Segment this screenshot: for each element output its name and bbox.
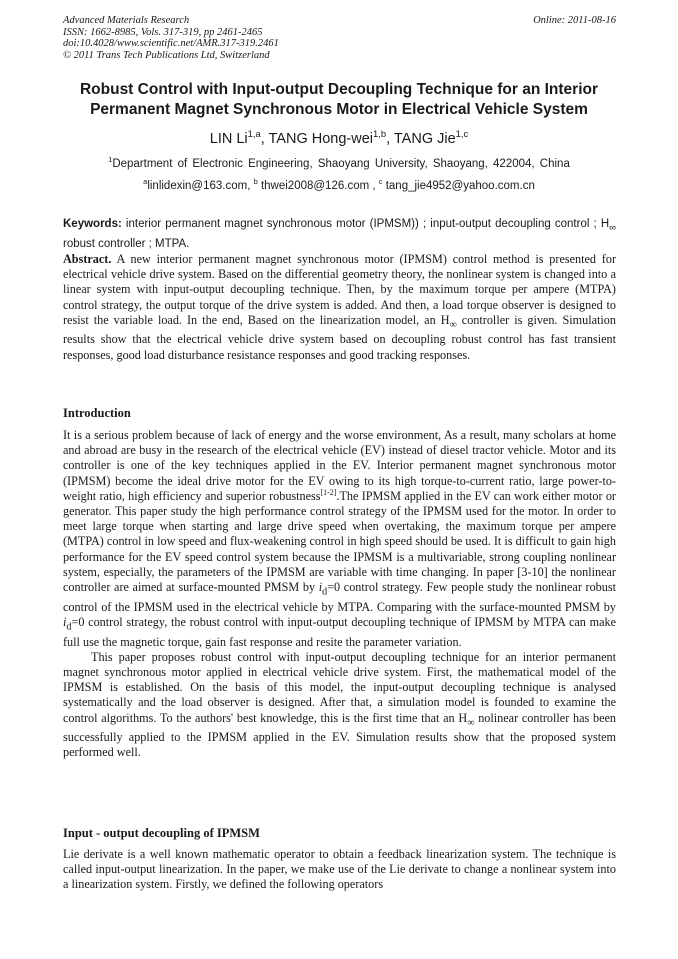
author-sup: 1,b — [373, 128, 387, 140]
id-subscript: d — [66, 621, 72, 633]
email-list: $^a$linlidexin@163.com, $^b$ thwei2008@126.com , $^c$ tang_jie4952@yahoo.com.cn — [143, 177, 535, 192]
paper-title: Robust Control with Input-output Decoupling Technique for an Interior Permanent Magnet Synchronous Motor in Electrical Vehicle System — [79, 81, 599, 118]
id-variable: i — [63, 614, 67, 629]
email-address: tang_jie4952@yahoo.com.cn — [385, 180, 535, 192]
id-subscript: d — [322, 586, 328, 598]
introduction-body — [63, 428, 616, 761]
author-sup: 1,c — [455, 128, 469, 140]
infinity-subscript: ∞ — [609, 222, 616, 234]
affiliation-text: Department of Electronic Engineering, Shaoyang University, Shaoyang, 422004, China — [112, 158, 570, 170]
intro-p2-text-b: nolinear controller has been successfully applied to the IPMSM applied in the EV. Simulation results show that the proposed system performed well. — [63, 710, 616, 760]
intro-p1-text-a: It is a serious problem because of lack of energy and the worse environment, As a result, many scholars at home and abroad are busy in the research of the electrical vehicle (EV) instead of diesel tractor vehicle. Motor and its controller is one of the key techniques applied in the EV. Interior permanent magnet synchronous motor (IPMSM) become the ideal drive motor for the EV owing to its high torque-to-current ratio, large power-to-weight ratio, high efficiency and superior robustness — [63, 428, 616, 503]
email-sup: a — [143, 177, 148, 187]
copyright-line: © 2011 Trans Tech Publications Ltd, Switzerland — [63, 49, 270, 61]
intro-paragraph-2 — [63, 650, 616, 761]
intro-paragraph-1 — [63, 428, 616, 650]
intro-p1-text-d: =0 control strategy, the robust control with input-output decoupling technique of IPMSM by MTPA can make full use the magnetic torque, gain fast response and resite the parameter variation. — [63, 614, 616, 649]
intro-p1-text-b: .The IPMSM applied in the EV can work either motor or generator. This paper study the high performance control strategy of the IPMSM used for the motor. In order to meet large torque when starting and large drive speed when overtaking, the maximum torque per ampere (MTPA) control in low speed and flux-weakening control in high speed should be used. It is difficult to gain high performance for the EV speed control system because the IPMSM is a multivariable, strong coupling nonlinear system, especially, the parameters of the IPMSM are variable with time changing. In paper [3-10] the nonlinear controller are aimed at surface-mounted PMSM by — [63, 488, 616, 595]
section-heading-decoupling: Input - output decoupling of IPMSM — [63, 826, 260, 840]
online-date: Online: 2011-08-16 — [533, 15, 616, 26]
issn-line: ISSN: 1662-8985, Vols. 317-319, pp 2461-2465 — [63, 26, 263, 38]
abstract-label: Abstract. — [63, 252, 112, 266]
abstract-text-1: A new interior permanent magnet synchronous motor (IPMSM) control method is presented for electrical vehicle drive system. Based on the differential geometry theory, the nonlinear system is changed into a linear system with input-output decoupling technique. Then, by the maximum torque per ampere (MTPA) control strategy, the output torque of the drive system is added. And then, a load torque observer is designed to resist the variable load. In the end, Based on the linearization model, an H — [63, 252, 617, 327]
author-name: TANG Jie — [393, 131, 456, 147]
journal-header — [63, 15, 616, 61]
intro-p1-text-c: =0 control strategy. Few people study the nonlinear robust control of the IPMSM used in the electrical vehicle by MTPA. Comparing with the surface-mounted PMSM by — [63, 580, 617, 614]
email-address: thwei2008@126.com — [260, 180, 370, 192]
author-name: LIN Li — [209, 131, 248, 147]
journal-name: Advanced Materials Research — [63, 15, 190, 26]
introduction-heading: Introduction — [63, 406, 131, 420]
doi-line: doi:10.4028/www.scientific.net/AMR.317-319.2461 — [63, 38, 279, 49]
infinity-subscript: ∞ — [449, 319, 457, 331]
abstract — [63, 252, 616, 363]
reference-citation: [1-2] — [320, 487, 337, 497]
id-variable: i — [318, 580, 323, 595]
keywords — [63, 216, 616, 252]
email-sup: c — [378, 177, 383, 187]
author-sup: 1,a — [247, 128, 261, 140]
affiliation-sup: 1 — [108, 155, 113, 165]
intro-p2-text-a: This paper proposes robust control with input-output decoupling technique for an interior permanent magnet synchronous motor applied in electrical vehicle drive system. First, the mathematical model of the IPMSM is established. On the basis of this model, the input-output decoupling technique is analysed systematically and the load observer is designed. After that, a simulation model is founded to examine the control algorithms. To the authors' best knowledge, this is the first time that an H — [63, 649, 616, 725]
section-body-decoupling: Lie derivate is a well known mathematic operator to obtain a feedback linearization system. The technique is called input-output linearization. In the paper, we make use of the Lie derivate to change a nonlinear system into a linearization system. Firstly, we defined the following operators — [63, 847, 616, 892]
author-list: LIN Li$^{1,a}$, TANG Hong-wei$^{1,b}$, TANG Jie$^{1,c}$ — [209, 128, 469, 147]
infinity-subscript: ∞ — [467, 716, 475, 728]
keywords-text-2: robust controller ; MTPA. — [63, 238, 190, 251]
author-name: TANG Hong-wei — [268, 131, 374, 147]
email-sup: b — [253, 177, 258, 187]
keywords-text-1: interior permanent magnet synchronous motor (IPMSM)) ; input-output decoupling control ; H — [125, 218, 610, 230]
affiliation — [0, 155, 678, 170]
email-address: linlidexin@163.com — [147, 180, 248, 192]
keywords-label: Keywords: — [63, 218, 122, 230]
abstract-text-2: controller is given. Simulation results show that the electrical vehicle drive system based on decoupling robust control has fast transient responses, good load disturbance resistance responses and good tracking responses. — [63, 312, 616, 362]
